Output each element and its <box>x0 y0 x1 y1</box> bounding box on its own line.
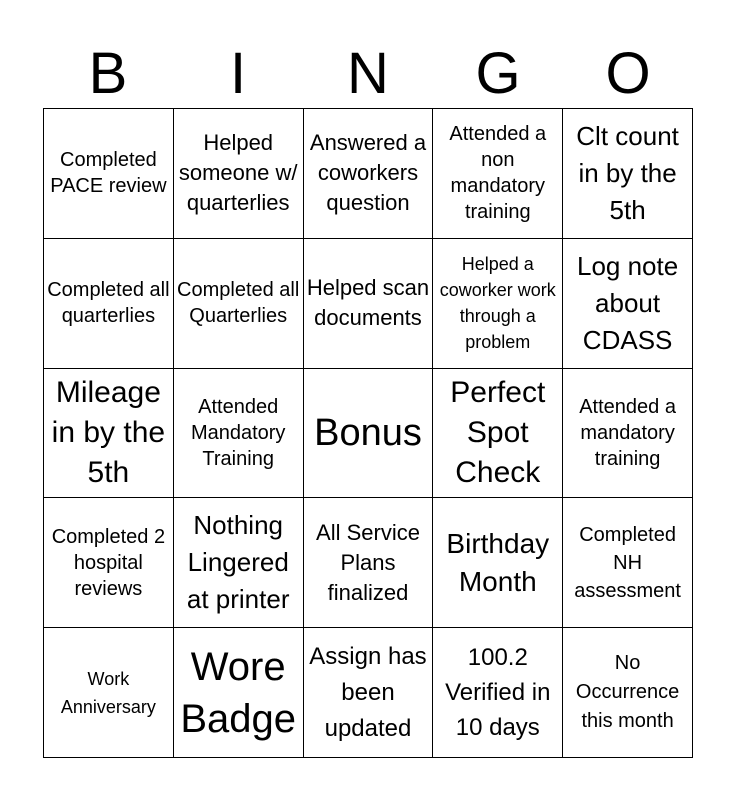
cell-text: Birthday Month <box>446 527 550 597</box>
bingo-cell[interactable] <box>44 369 174 499</box>
header-letter-g: G <box>475 41 521 106</box>
bingo-cell[interactable] <box>174 628 304 758</box>
cell-text: Clt count in by the 5th <box>576 120 679 225</box>
cell-text: No Occurrence this month <box>575 652 680 733</box>
bingo-cell[interactable] <box>304 628 434 758</box>
cell-text: Attended a non mandatory training <box>449 123 547 224</box>
cell-text: Perfect Spot Check <box>450 375 546 489</box>
bingo-cell[interactable] <box>563 239 693 369</box>
bingo-cell[interactable] <box>433 239 563 369</box>
cell-text: Completed PACE review <box>50 149 167 198</box>
cell-text: All Service Plans finalized <box>316 519 420 605</box>
header-letter-b: B <box>88 41 128 106</box>
header-letter-n: N <box>347 41 389 106</box>
header-letter-i: I <box>229 41 247 106</box>
bingo-cell[interactable] <box>304 498 434 628</box>
bingo-cell[interactable] <box>433 109 563 239</box>
header-letter-o: O <box>605 41 651 106</box>
cell-text: Mileage in by the 5th <box>51 375 166 489</box>
cell-text: Completed all quarterlies <box>47 279 170 328</box>
cell-text: Attended Mandatory Training <box>190 395 286 470</box>
bingo-cell[interactable] <box>174 109 304 239</box>
cell-text: Helped someone w/ quarterlies <box>178 130 298 216</box>
cell-text: Bonus <box>314 411 422 454</box>
bingo-cell[interactable] <box>44 628 174 758</box>
cell-text: Completed 2 hospital reviews <box>51 525 166 600</box>
cell-text: Helped a coworker work through a problem <box>439 254 556 353</box>
bingo-cell[interactable] <box>563 498 693 628</box>
cell-text: Nothing Lingered at printer <box>186 510 290 615</box>
bingo-cell[interactable] <box>44 109 174 239</box>
bingo-grid <box>43 108 693 758</box>
bingo-cell[interactable] <box>44 498 174 628</box>
bingo-cell[interactable] <box>563 109 693 239</box>
cell-text: Log note about CDASS <box>576 250 679 355</box>
cell-text: Completed NH assessment <box>574 523 681 602</box>
bingo-cell[interactable] <box>174 369 304 499</box>
cell-text: Attended a mandatory training <box>579 395 676 470</box>
bingo-cell[interactable] <box>174 239 304 369</box>
bingo-cell[interactable] <box>174 498 304 628</box>
bingo-cell[interactable] <box>563 369 693 499</box>
cell-text: Helped scan documents <box>306 275 430 331</box>
bingo-header <box>43 40 693 108</box>
bingo-cell[interactable] <box>433 628 563 758</box>
bingo-cell[interactable] <box>44 239 174 369</box>
cell-text: Work Anniversary <box>60 668 156 717</box>
bingo-cell[interactable] <box>304 109 434 239</box>
cell-text: 100.2 Verified in 10 days <box>445 644 551 742</box>
cell-text: Completed all Quarterlies <box>177 279 300 328</box>
cell-text: Assign has been updated <box>309 642 427 742</box>
bingo-cell[interactable] <box>433 498 563 628</box>
bingo-cell[interactable] <box>563 628 693 758</box>
cell-text: Wore Badge <box>180 644 297 741</box>
bingo-cell[interactable] <box>433 369 563 499</box>
bingo-cell-free[interactable] <box>304 369 434 499</box>
cell-text: Answered a coworkers question <box>309 130 427 216</box>
bingo-cell[interactable] <box>304 239 434 369</box>
